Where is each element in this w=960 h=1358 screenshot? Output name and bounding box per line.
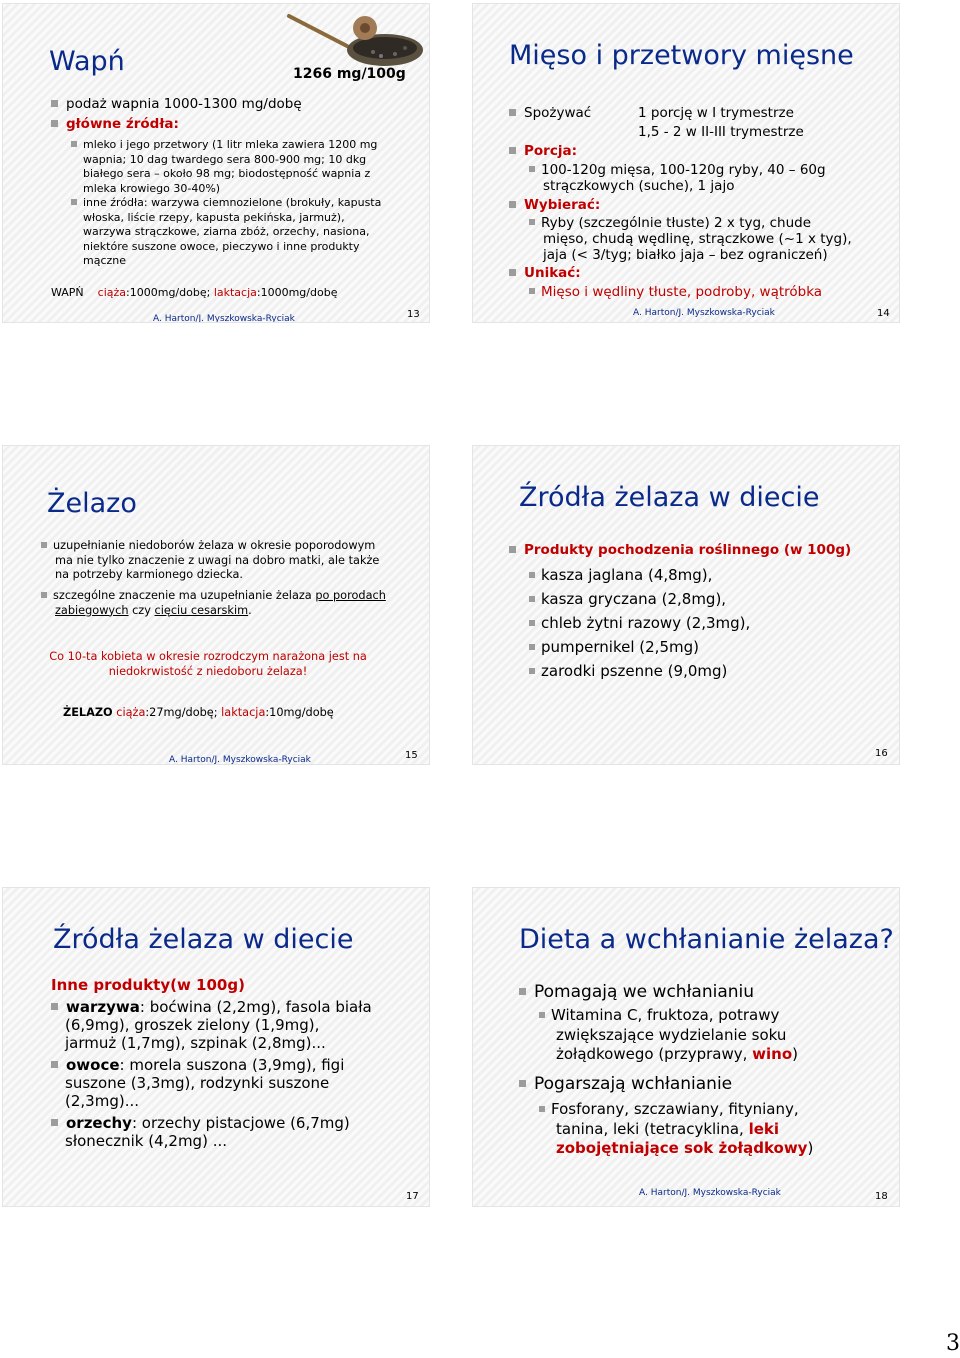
line: Fosforany, szczawiany, fityniany, — [551, 1100, 799, 1118]
line: czy — [128, 603, 155, 617]
paragraph-special — [41, 589, 386, 618]
line: inne źródła: warzywa ciemnozielone (brokuły, kapusta — [83, 196, 382, 209]
slide-number: 15 — [405, 750, 418, 761]
norm-pregnancy: ciąża — [116, 706, 146, 719]
line: włoska, liście rzepy, kapusta pekińska, jarmuż), — [83, 210, 345, 224]
line: na potrzeby karmionego dziecka. — [55, 568, 243, 581]
highlight: zobojętniające sok żołądkowy — [556, 1139, 808, 1157]
line: mleka krowiego 30-40%) — [83, 181, 221, 195]
consume-1: 1 porcję w I trymestrze — [638, 105, 794, 121]
slide-title: Mięso i przetwory mięsne — [509, 40, 854, 71]
bullet-icon — [51, 1003, 58, 1010]
footer-author: A. Harton/J. Myszkowska-Ryciak — [639, 1188, 781, 1198]
line: kasza jaglana (4,8mg), — [541, 566, 713, 584]
bullet-icon — [509, 147, 516, 154]
line: Mięso i wędliny tłuste, podroby, wątróbka — [541, 284, 823, 300]
line: ma nie tylko znaczenie z uwagi na dobro matki, ale także — [55, 553, 380, 567]
line: słonecznik (4,2mg) ... — [65, 1132, 228, 1150]
slide-18 — [472, 887, 900, 1207]
bullet-icon — [529, 166, 535, 172]
footer-author: A. Harton/J. Myszkowska-Ryciak — [169, 755, 311, 765]
heading-text: Produkty pochodzenia roślinnego (w 100g) — [524, 542, 852, 558]
norm-value: :1000mg/dobę — [256, 286, 338, 299]
line: mleko i jego przetwory (1 litr mleka zawiera 1200 mg — [83, 138, 378, 151]
line: jaja (< 3/tyg; białko jaja – bez ograniczeń) — [543, 247, 828, 263]
line: niektóre suszone owoce, pieczywo i inne produkty — [83, 239, 360, 253]
norm-pregnancy: ciąża — [97, 286, 127, 299]
line: kasza gryczana (2,8mg), — [541, 590, 727, 608]
slide-title: Źródła żelaza w diecie — [519, 482, 820, 513]
absorption-inhibitors-heading — [519, 1074, 732, 1094]
list-item — [529, 635, 750, 659]
bullet-icon — [519, 1080, 526, 1087]
norm-lactation: laktacja — [221, 706, 266, 719]
line: mączne — [83, 254, 127, 267]
line: chleb żytni razowy (2,3mg), — [541, 614, 751, 632]
fruits-item — [51, 1056, 344, 1110]
portion-text — [529, 162, 826, 194]
line: ) — [807, 1139, 814, 1157]
norm-value: :1000mg/dobę; — [126, 286, 214, 299]
portion-heading — [509, 143, 577, 159]
line: niedokrwistość z niedoboru żelaza! — [108, 665, 308, 678]
line: : morela suszona (3,9mg), figi — [119, 1056, 345, 1074]
bullet-icon — [529, 572, 535, 578]
line: Ryby (szczególnie tłuste) 2 x tyg, chude — [541, 215, 812, 231]
line: (2,3mg)... — [65, 1092, 139, 1110]
bullet-icon — [41, 592, 47, 598]
bold-label: owoce — [66, 1056, 120, 1074]
calcium-norm — [51, 286, 337, 299]
line: zwiększające wydzielanie soku — [556, 1025, 787, 1044]
slide-number: 16 — [875, 748, 888, 759]
list-item — [529, 659, 750, 683]
bullet-icon — [529, 596, 535, 602]
bold-label: orzechy — [66, 1114, 132, 1132]
heading-text: Pomagają we wchłanianiu — [534, 982, 755, 1002]
line: wapnia; 10 dag twardego sera 800-900 mg; 10 dkg — [83, 152, 367, 166]
avoid-heading — [509, 265, 581, 281]
bullet-icon — [519, 988, 526, 995]
bullet-icon — [529, 668, 535, 674]
slide-title: Źródła żelaza w diecie — [53, 924, 354, 955]
underlined-text: po porodach — [315, 589, 386, 602]
line: warzywa strączkowe, ziarna zbóż, orzechy, nasiona, — [83, 225, 370, 238]
norm-value: :10mg/dobę — [265, 706, 334, 719]
line: uzupełnianie niedoborów żelaza w okresie poporodowym — [53, 539, 376, 552]
norm-label: ŻELAZO — [63, 706, 113, 719]
norm-label: WAPŃ — [51, 286, 84, 299]
other-products-heading: Inne produkty(w 100g) — [51, 976, 245, 994]
underlined-text: cięciu cesarskim — [154, 603, 249, 617]
line: tanina, leki (tetracyklina, — [556, 1119, 749, 1138]
bullet-icon — [71, 199, 77, 205]
list-item — [529, 587, 750, 611]
portion-label: Porcja: — [524, 143, 577, 159]
slide-13 — [2, 3, 430, 323]
highlight: leki — [748, 1119, 780, 1138]
consume-2: 1,5 - 2 w II-III trymestrze — [638, 124, 804, 140]
sub-bullet-milk — [71, 138, 377, 196]
slide-number: 14 — [877, 308, 890, 319]
bold-label: warzywa — [66, 998, 140, 1016]
slide-15 — [2, 445, 430, 765]
heading-text: Pogarszają wchłanianie — [534, 1074, 733, 1094]
avoid-text — [529, 284, 822, 300]
absorption-inhibitors-text — [539, 1100, 813, 1159]
plant-products-heading — [509, 542, 851, 558]
slide-title: Wapń — [49, 46, 125, 77]
footer-author: A. Harton/J. Myszkowska-Ryciak — [153, 314, 295, 323]
page-number: 3 — [946, 1331, 960, 1356]
bullet-icon — [539, 1012, 545, 1018]
line: Co 10-ta kobieta w okresie rozrodczym narażona jest na — [49, 650, 367, 663]
bullet-icon — [51, 100, 58, 107]
line: strączkowych (suche), 1 jajo — [543, 178, 735, 194]
bullet-text: podaż wapnia 1000-1300 mg/dobę — [66, 96, 302, 112]
list-item — [529, 611, 750, 635]
consume-row — [509, 105, 591, 121]
line: zarodki pszenne (9,0mg) — [541, 662, 728, 680]
slide-number: 13 — [407, 309, 420, 320]
norm-lactation: laktacja — [213, 286, 257, 299]
bullet-icon — [51, 1119, 58, 1126]
bullet-icon — [529, 644, 535, 650]
calcium-badge: 1266 mg/100g — [293, 66, 406, 82]
line: jarmuż (1,7mg), szpinak (2,8mg)... — [65, 1034, 326, 1052]
sub-bullet-other — [71, 196, 381, 269]
iron-norm — [63, 706, 334, 719]
bullet-sources — [51, 116, 179, 132]
line: : orzechy pistacjowe (6,7mg) — [131, 1114, 350, 1132]
bullet-icon — [529, 620, 535, 626]
slide-title: Dieta a wchłanianie żelaza? — [519, 924, 894, 955]
bullet-intake — [51, 96, 302, 112]
bullet-icon — [529, 288, 535, 294]
paragraph-deficiency — [41, 539, 379, 583]
bullet-icon — [539, 1106, 545, 1112]
bullet-icon — [529, 219, 535, 225]
slide-number: 18 — [875, 1191, 888, 1202]
consume-label: Spożywać — [524, 105, 592, 121]
bullet-icon — [41, 542, 47, 548]
bullet-icon — [509, 269, 516, 276]
absorption-helpers-heading — [519, 982, 754, 1002]
bullet-icon — [509, 201, 516, 208]
line: białego sera – około 98 mg; biodostępność wapnia z — [83, 167, 371, 180]
choose-label: Wybierać: — [524, 197, 601, 213]
absorption-helpers-text — [539, 1006, 798, 1065]
bullet-icon — [51, 120, 58, 127]
anemia-warning — [3, 649, 413, 679]
choose-text — [529, 215, 852, 263]
vegetables-item — [51, 998, 372, 1052]
slide-number: 17 — [406, 1191, 419, 1202]
poppy-seed-image — [285, 6, 425, 72]
line: 100-120g mięsa, 100-120g ryby, 40 – 60g — [541, 162, 826, 178]
bullet-text: główne źródła: — [66, 116, 179, 132]
line: : boćwina (2,2mg), fasola biała — [139, 998, 372, 1016]
line: szczególne znaczenie ma uzupełnianie żelaza — [53, 589, 316, 602]
highlight: wino — [752, 1045, 793, 1063]
plant-products-list — [529, 563, 750, 683]
bullet-icon — [71, 141, 77, 147]
line: . — [248, 603, 252, 617]
choose-heading — [509, 197, 600, 213]
line: ) — [792, 1045, 799, 1063]
slide-16 — [472, 445, 900, 765]
line: mięso, chudą wędlinę, strączkowe (~1 x tyg), — [543, 231, 852, 247]
slide-14 — [472, 3, 900, 323]
line: (6,9mg), groszek zielony (1,9mg), — [65, 1016, 320, 1034]
list-item — [529, 563, 750, 587]
slide-17 — [2, 887, 430, 1207]
bullet-icon — [509, 109, 516, 116]
slide-title: Żelazo — [47, 488, 137, 519]
avoid-label: Unikać: — [524, 265, 581, 281]
line: Witamina C, fruktoza, potrawy — [551, 1006, 780, 1024]
line: pumpernikel (2,5mg) — [541, 638, 699, 656]
bullet-icon — [509, 546, 516, 553]
line: żołądkowego (przyprawy, — [556, 1045, 753, 1063]
bullet-icon — [51, 1061, 58, 1068]
nuts-item — [51, 1114, 350, 1150]
underlined-text: zabiegowych — [55, 603, 129, 617]
norm-value: :27mg/dobę; — [145, 706, 222, 719]
footer-author: A. Harton/J. Myszkowska-Ryciak — [633, 308, 775, 318]
line: suszone (3,3mg), rodzynki suszone — [65, 1074, 330, 1092]
